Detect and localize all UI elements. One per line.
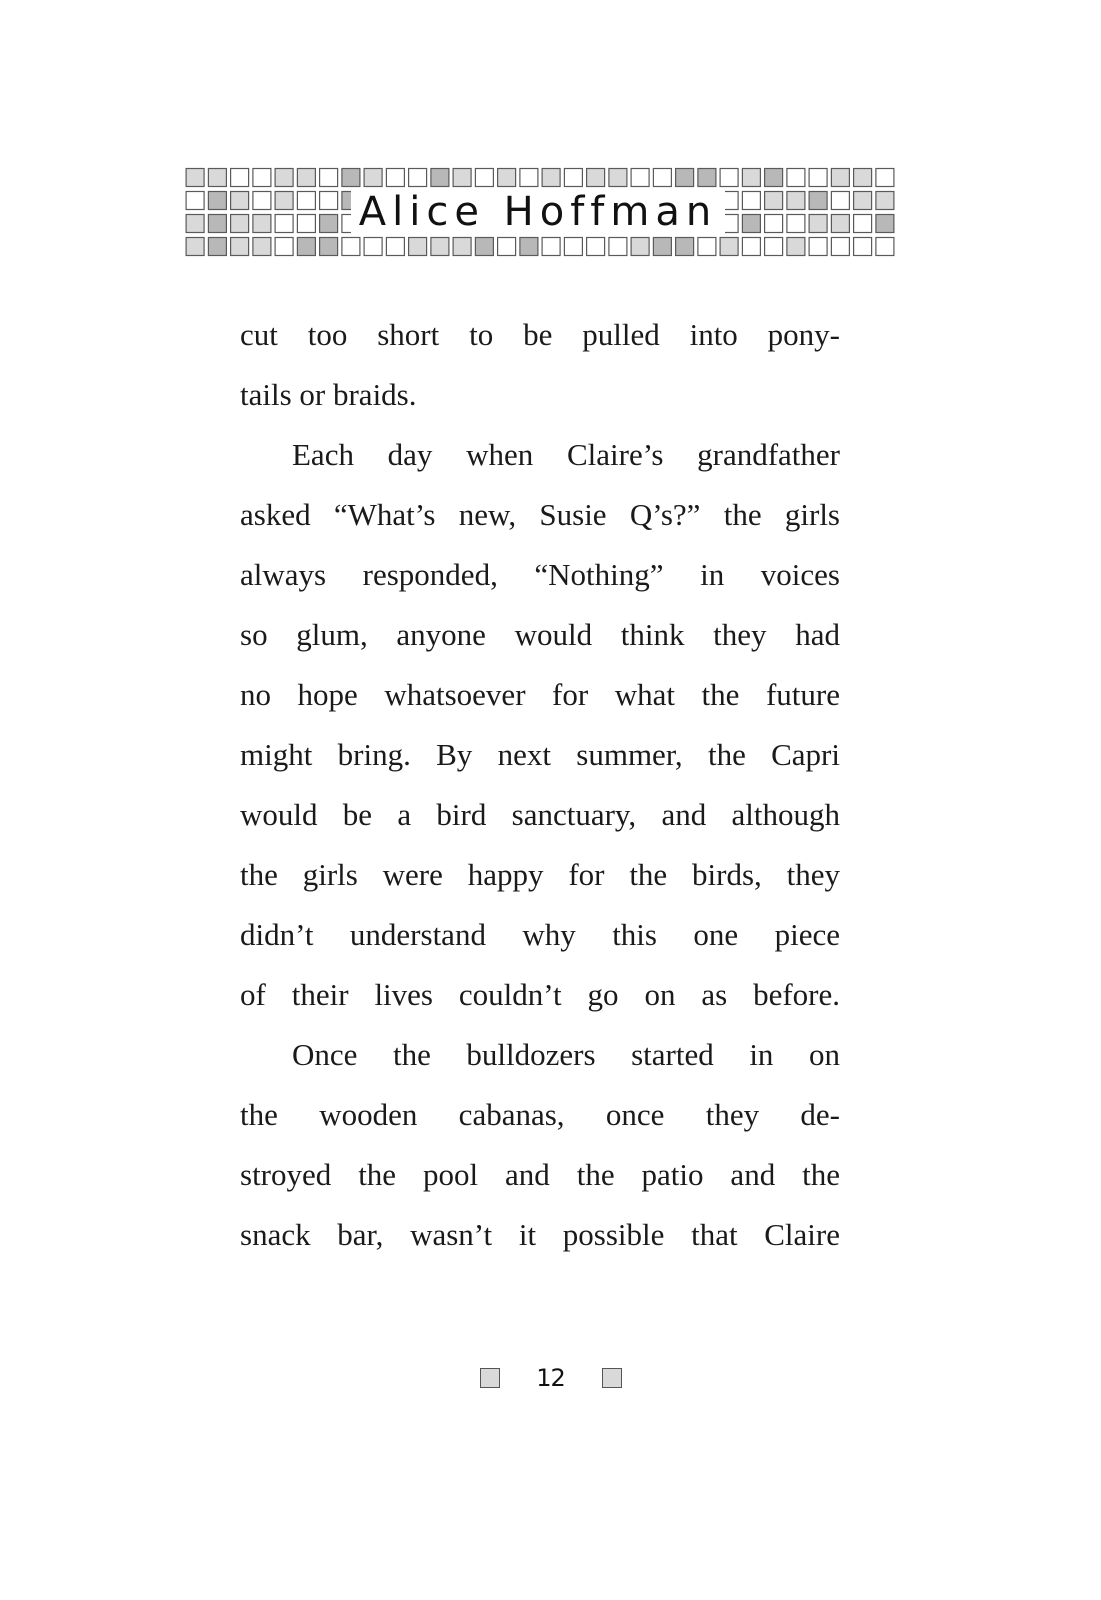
header-tile <box>542 192 560 210</box>
header-tile <box>787 215 805 233</box>
header-tile <box>631 192 649 210</box>
header-tile <box>208 215 226 233</box>
header-tile <box>498 192 516 210</box>
header-tile <box>520 169 538 187</box>
header-tile <box>409 192 427 210</box>
header-tile <box>587 169 605 187</box>
text-line: snack bar, wasn’t it possible that Claire <box>240 1217 840 1252</box>
header-tile <box>564 215 582 233</box>
header-tile <box>208 238 226 256</box>
header-tile <box>453 192 471 210</box>
header-tile <box>587 238 605 256</box>
header-tile <box>231 169 249 187</box>
text-line: always responded, “Nothing” in voices <box>240 557 840 592</box>
header-tile <box>275 192 293 210</box>
header-tile <box>609 169 627 187</box>
header-tile <box>453 215 471 233</box>
header-tile <box>831 215 849 233</box>
header-tile <box>587 192 605 210</box>
header-tile <box>876 215 894 233</box>
text-line: Once the bulldozers started in on <box>292 1037 840 1072</box>
header-tile <box>564 192 582 210</box>
text-line: cut too short to be pulled into pony- <box>240 317 840 352</box>
header-tile <box>386 238 404 256</box>
header-tile <box>342 169 360 187</box>
header-tile <box>342 192 360 210</box>
header-tile <box>876 238 894 256</box>
header-tile <box>498 169 516 187</box>
header-tile <box>409 238 427 256</box>
header-tile <box>520 215 538 233</box>
header-tile <box>698 238 716 256</box>
header-tile <box>297 238 315 256</box>
header-tile <box>631 169 649 187</box>
text-line: asked “What’s new, Susie Q’s?” the girls <box>240 497 840 532</box>
header-tile <box>320 215 338 233</box>
header-tile <box>698 169 716 187</box>
header-tile <box>342 238 360 256</box>
header-tile <box>854 215 872 233</box>
header-tile <box>253 215 271 233</box>
header-tile <box>542 238 560 256</box>
header-tile <box>720 169 738 187</box>
text-line: the wooden cabanas, once they de- <box>240 1097 840 1132</box>
text-line: stroyed the pool and the patio and the <box>240 1157 840 1192</box>
header-tile <box>208 169 226 187</box>
header-tile <box>186 238 204 256</box>
header-tile <box>809 169 827 187</box>
header-tile <box>275 215 293 233</box>
header-tile <box>364 169 382 187</box>
header-tile <box>186 192 204 210</box>
header-tile <box>631 238 649 256</box>
header-tile <box>520 238 538 256</box>
header-tile <box>542 169 560 187</box>
page-footer <box>0 1360 1101 1396</box>
header-tile <box>698 215 716 233</box>
header-tile <box>809 238 827 256</box>
header-tile <box>631 215 649 233</box>
header-tile <box>520 192 538 210</box>
header-tile <box>364 238 382 256</box>
header-tile <box>676 192 694 210</box>
header-tile <box>231 238 249 256</box>
header-tile <box>809 215 827 233</box>
footer-square-right <box>602 1368 622 1388</box>
header-tile <box>742 169 760 187</box>
page-number: 12 <box>536 1364 565 1392</box>
header-tile <box>765 169 783 187</box>
header-tile <box>831 169 849 187</box>
header-tile <box>231 215 249 233</box>
header-tile <box>564 169 582 187</box>
header-tile <box>431 215 449 233</box>
header-tile <box>453 169 471 187</box>
header-tile <box>854 238 872 256</box>
header-tile <box>342 215 360 233</box>
tile-pattern <box>184 166 896 258</box>
header-tile <box>653 238 671 256</box>
header-tile <box>653 192 671 210</box>
text-line: didn’t understand why this one piece <box>240 917 840 952</box>
text-line: of their lives couldn’t go on as before. <box>240 977 840 1012</box>
text-line: no hope whatsoever for what the future <box>240 677 840 712</box>
text-line: tails or braids. <box>240 377 417 412</box>
header-tile <box>297 192 315 210</box>
header-tile <box>364 215 382 233</box>
header-tile <box>609 192 627 210</box>
header-tile <box>253 169 271 187</box>
header-tile <box>231 192 249 210</box>
header-tile <box>320 169 338 187</box>
header-tile <box>208 192 226 210</box>
header-tile <box>475 238 493 256</box>
header-tile <box>765 238 783 256</box>
header-tile <box>742 238 760 256</box>
header-tile <box>720 238 738 256</box>
header-tile <box>386 192 404 210</box>
header-tile <box>609 215 627 233</box>
author-name: Alice Hoffman <box>351 188 725 236</box>
header-tile <box>386 169 404 187</box>
header-tile <box>876 169 894 187</box>
header-tile <box>854 192 872 210</box>
header-tile <box>653 215 671 233</box>
text-line: Each day when Claire’s grandfather <box>292 437 840 472</box>
header-tile <box>409 215 427 233</box>
header-tile <box>498 215 516 233</box>
header-tile <box>676 238 694 256</box>
header-tile <box>765 192 783 210</box>
header-tile <box>475 169 493 187</box>
header-tile <box>587 215 605 233</box>
header-tile <box>720 192 738 210</box>
running-header <box>184 166 896 258</box>
page-body-text <box>240 305 840 1265</box>
header-tile <box>676 169 694 187</box>
text-line: would be a bird sanctuary, and although <box>240 797 840 832</box>
header-tile <box>720 215 738 233</box>
header-tile <box>253 192 271 210</box>
header-tile <box>186 169 204 187</box>
header-tile <box>876 192 894 210</box>
header-tile <box>431 169 449 187</box>
header-tile <box>275 238 293 256</box>
header-tile <box>297 215 315 233</box>
header-tile <box>275 169 293 187</box>
header-tile <box>653 169 671 187</box>
header-tile <box>765 215 783 233</box>
header-tile <box>742 192 760 210</box>
header-tile <box>475 215 493 233</box>
text-line: the girls were happy for the birds, they <box>240 857 840 892</box>
header-tile <box>498 238 516 256</box>
header-tile <box>409 169 427 187</box>
header-tile <box>831 192 849 210</box>
footer-square-left <box>480 1368 500 1388</box>
header-tile <box>787 169 805 187</box>
header-tile <box>564 238 582 256</box>
header-tile <box>854 169 872 187</box>
header-tile <box>542 215 560 233</box>
header-tile <box>364 192 382 210</box>
header-tile <box>186 215 204 233</box>
header-tile <box>453 238 471 256</box>
header-tile <box>698 192 716 210</box>
header-tile <box>742 215 760 233</box>
header-tile <box>431 238 449 256</box>
header-tile <box>431 192 449 210</box>
header-tile <box>320 238 338 256</box>
header-tile <box>475 192 493 210</box>
text-line: so glum, anyone would think they had <box>240 617 840 652</box>
header-tile <box>831 238 849 256</box>
header-tile <box>320 192 338 210</box>
header-tile <box>676 215 694 233</box>
header-tile <box>787 238 805 256</box>
header-tile <box>386 215 404 233</box>
header-tile <box>297 169 315 187</box>
text-line: might bring. By next summer, the Capri <box>240 737 840 772</box>
header-tile <box>253 238 271 256</box>
header-tile <box>809 192 827 210</box>
header-tile <box>609 238 627 256</box>
header-tile <box>787 192 805 210</box>
